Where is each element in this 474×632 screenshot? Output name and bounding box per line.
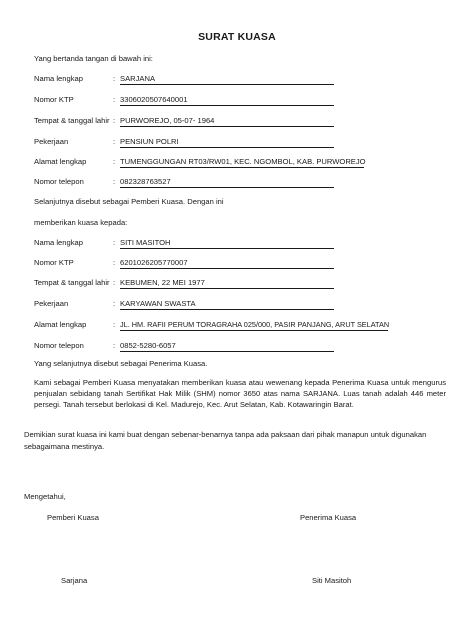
- grantor-address-label: Alamat lengkap: [34, 157, 87, 166]
- grantor-ktp-value: 3306020507640001: [120, 95, 334, 106]
- grantor-birth-value: PURWOREJO, 05-07- 1964: [120, 116, 334, 127]
- colon: :: [113, 238, 116, 247]
- grantee-job-label: Pekerjaan: [34, 299, 69, 308]
- grantee-address-value: JL. HM. RAFII PERUM TORAGRAHA 025/000, PASIR PANJANG, ARUT SELATAN: [120, 320, 390, 329]
- grantor-signature-name: Sarjana: [61, 576, 88, 585]
- closing-paragraph: Demikian surat kuasa ini kami buat dengan sebenar-benarnya tanpa ada paksaan dari pihak manapun untuk digunakan sebagaimana mestinya.: [24, 430, 427, 451]
- colon: :: [113, 177, 116, 186]
- grantor-phone-label: Nomor telepon: [34, 177, 84, 186]
- grantee-name-label: Nama lengkap: [34, 238, 83, 247]
- grantor-phone-value: 082328763527: [120, 177, 334, 188]
- grantee-signature-label: Penerima Kuasa: [300, 513, 357, 522]
- grantor-job-value: PENSIUN POLRI: [120, 137, 334, 148]
- grantee-note: Yang selanjutnya disebut sebagai Penerima Kuasa.: [34, 359, 208, 368]
- colon: :: [113, 157, 116, 166]
- grantor-ktp-label: Nomor KTP: [34, 95, 74, 104]
- grantor-note: Selanjutnya disebut sebagai Pemberi Kuasa. Dengan ini: [34, 197, 224, 206]
- grantee-ktp-label: Nomor KTP: [34, 258, 74, 267]
- grantee-birth-value: KEBUMEN, 22 MEI 1977: [120, 278, 334, 289]
- grantor-job-label: Pekerjaan: [34, 137, 69, 146]
- grantor-birth-label: Tempat & tanggal lahir: [34, 116, 110, 125]
- grantee-job-value: KARYAWAN SWASTA: [120, 299, 334, 310]
- document-title: SURAT KUASA: [198, 31, 276, 43]
- acknowledged-text: Mengetahui,: [24, 492, 66, 501]
- grantee-phone-label: Nomor telepon: [34, 341, 84, 350]
- grantor-name-value: SARJANA: [120, 74, 334, 85]
- grantee-ktp-value: 6201026205770007: [120, 258, 334, 269]
- colon: :: [113, 278, 116, 287]
- grantee-name-value: SITI MASITOH: [120, 238, 334, 249]
- colon: :: [113, 320, 116, 329]
- colon: :: [113, 95, 116, 104]
- grant-line: memberikan kuasa kepada:: [34, 218, 128, 227]
- colon: :: [113, 74, 116, 83]
- colon: :: [113, 116, 116, 125]
- colon: :: [113, 299, 116, 308]
- grantor-signature-label: Pemberi Kuasa: [47, 513, 99, 522]
- grantee-phone-value: 0852-5280-6057: [120, 341, 334, 352]
- grantor-address-value: TUMENGGUNGAN RT03/RW01, KEC. NGOMBOL, KAB. PURWOREJO: [120, 157, 366, 166]
- body-paragraph: Kami sebagai Pemberi Kuasa menyatakan memberikan kuasa atau wewenang kepada Penerima Kuasa untuk mengurus penjualan sebidang tanah Sertifikat Hak Milik (SHM) nomor 3650 atas nama SARJANA. Luas tanah adalah 446 meter persegi. Tanah tersebut berlokasi di Kel. Madurejo, Kec. Arut Selatan, Kab. Kotawaringin Barat.: [34, 378, 446, 409]
- intro-text: Yang bertanda tangan di bawah ini:: [34, 54, 153, 63]
- colon: :: [113, 258, 116, 267]
- colon: :: [113, 137, 116, 146]
- grantee-birth-label: Tempat & tanggal lahir: [34, 278, 110, 287]
- colon: :: [113, 341, 116, 350]
- grantor-name-label: Nama lengkap: [34, 74, 83, 83]
- grantee-signature-name: Siti Masitoh: [312, 576, 352, 585]
- grantee-address-label: Alamat lengkap: [34, 320, 87, 329]
